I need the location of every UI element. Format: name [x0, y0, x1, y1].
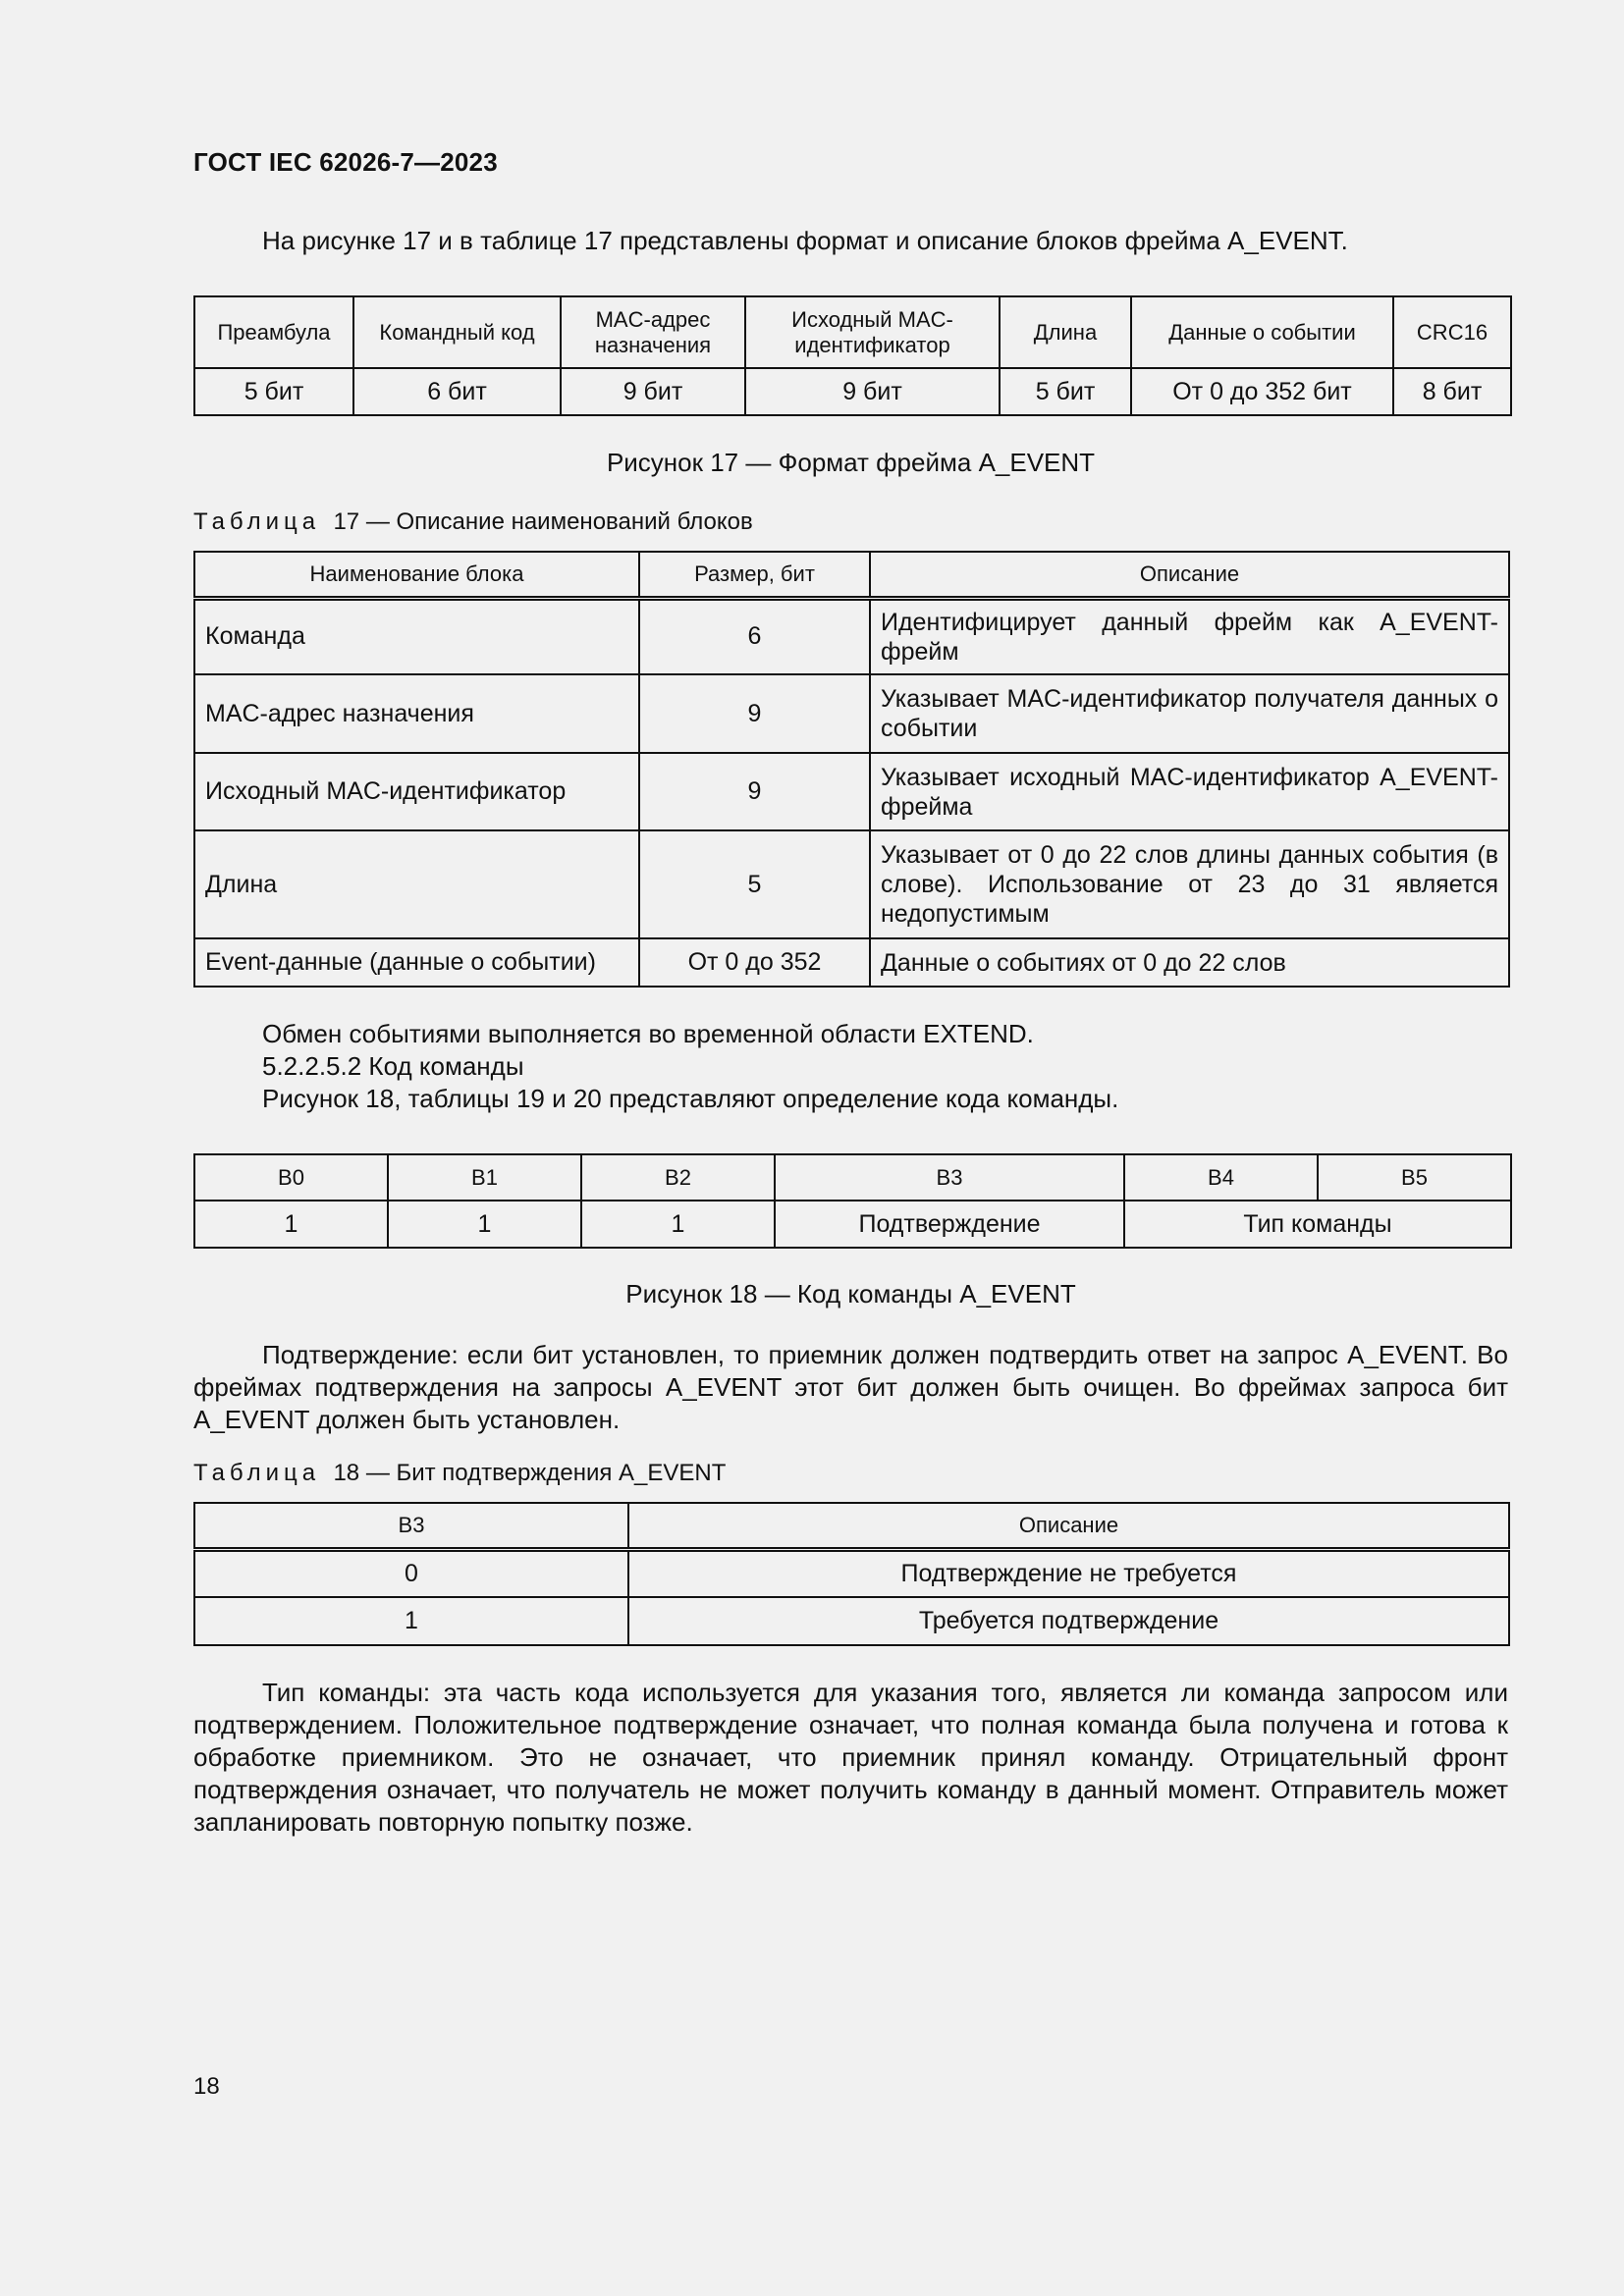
frame-field-size: От 0 до 352 бит [1131, 368, 1393, 415]
document-header: ГОСТ IEC 62026-7—2023 [193, 147, 498, 177]
table-label: Таблица [193, 508, 321, 535]
exchange-paragraph: Обмен событиями выполняется во временной области EXTEND. [262, 1019, 1034, 1048]
frame-format-table [193, 295, 1512, 416]
figure-18-intro: Рисунок 18, таблицы 19 и 20 представляют определение кода команды. [262, 1084, 1119, 1113]
bit-description: Подтверждение не требуется [628, 1549, 1509, 1597]
bit-header: B3 [775, 1154, 1124, 1201]
command-code-table [193, 1153, 1512, 1249]
bit-header: B2 [581, 1154, 775, 1201]
column-header: Наименование блока [194, 552, 639, 598]
figure-18-caption: Рисунок 18 — Код команды A_EVENT [625, 1279, 1076, 1308]
block-description: Данные о событиях от 0 до 22 слов [870, 938, 1509, 987]
bit-value: 1 [194, 1597, 628, 1645]
bit-header: B5 [1318, 1154, 1511, 1201]
table-row [194, 830, 1509, 938]
frame-field-size: 5 бит [1000, 368, 1131, 415]
bit-value: 1 [581, 1201, 775, 1248]
block-size: От 0 до 352 [639, 938, 870, 987]
table-title: 18 — Бит подтверждения A_EVENT [333, 1460, 727, 1486]
block-size: 5 [639, 830, 870, 938]
block-size: 6 [639, 598, 870, 674]
column-header: Размер, бит [639, 552, 870, 598]
column-header: B3 [194, 1503, 628, 1549]
intro-paragraph: На рисунке 17 и в таблице 17 представлены формат и описание блоков фрейма A_EVENT. [262, 226, 1348, 255]
block-description-table [193, 551, 1510, 988]
bit-description: Требуется подтверждение [628, 1597, 1509, 1645]
table-row [194, 598, 1509, 674]
frame-field-header: Данные о событии [1131, 296, 1393, 368]
block-description: Указывает MAC-идентификатор получателя данных о событии [870, 674, 1509, 753]
frame-field-header: MAC-адрес назначения [561, 296, 745, 368]
bit-value: 1 [194, 1201, 388, 1248]
frame-field-size: 9 бит [745, 368, 1000, 415]
figure-17-caption: Рисунок 17 — Формат фрейма A_EVENT [606, 448, 1096, 477]
table-row [194, 1549, 1509, 1597]
table-row [194, 938, 1509, 987]
table-row [194, 753, 1509, 830]
block-name: Команда [194, 598, 639, 674]
bit-value: Подтверждение [775, 1201, 1124, 1248]
block-description: Указывает от 0 до 22 слов длины данных события (в слове). Использование от 23 до 31 является недопустимым [870, 830, 1509, 938]
frame-field-size: 6 бит [353, 368, 561, 415]
table-title: 17 — Описание наименований блоков [333, 508, 753, 535]
frame-field-size: 5 бит [194, 368, 353, 415]
block-name: Event-данные (данные о событии) [194, 938, 639, 987]
frame-field-header: Командный код [353, 296, 561, 368]
table-row [194, 1597, 1509, 1645]
command-type-paragraph: Тип команды: эта часть кода используется для указания того, является ли команда запросом или подтверждением. Положительное подтверждение означает, что полная команда была получена и готова к обработке приемником. Это не означает, что приемник принял команду. Отрицательный фронт подтверждения означает, что получатель не может получить команду в данный момент. Отправитель может запланировать повторную попытку позже. [193, 1678, 1508, 1837]
column-header: Описание [628, 1503, 1509, 1549]
table-label: Таблица [193, 1460, 321, 1486]
bit-value: Тип команды [1124, 1201, 1511, 1248]
frame-field-header: Длина [1000, 296, 1131, 368]
section-heading: 5.2.2.5.2 Код команды [262, 1051, 524, 1081]
block-size: 9 [639, 753, 870, 830]
block-name: MAC-адрес назначения [194, 674, 639, 753]
page-number: 18 [193, 2073, 220, 2100]
bit-header: B4 [1124, 1154, 1318, 1201]
bit-value: 0 [194, 1549, 628, 1597]
block-name: Исходный MAC-идентификатор [194, 753, 639, 830]
table-row [194, 674, 1509, 753]
frame-field-header: CRC16 [1393, 296, 1511, 368]
frame-field-size: 9 бит [561, 368, 745, 415]
block-name: Длина [194, 830, 639, 938]
column-header: Описание [870, 552, 1509, 598]
table-18-caption [193, 1460, 726, 1487]
confirmation-paragraph: Подтверждение: если бит установлен, то приемник должен подтвердить ответ на запрос A_EVENT. Во фреймах подтверждения на запросы A_EVENT этот бит должен быть очищен. Во фреймах запроса бит A_EVENT должен быть установлен. [193, 1340, 1508, 1434]
bit-value: 1 [388, 1201, 581, 1248]
block-description: Указывает исходный MAC-идентификатор A_EVENT-фрейма [870, 753, 1509, 830]
bit-header: B0 [194, 1154, 388, 1201]
bit-header: B1 [388, 1154, 581, 1201]
frame-field-header: Исходный MAC-идентификатор [745, 296, 1000, 368]
table-17-caption [193, 508, 753, 536]
frame-field-header: Преамбула [194, 296, 353, 368]
confirmation-bit-table [193, 1502, 1510, 1646]
frame-field-size: 8 бит [1393, 368, 1511, 415]
block-size: 9 [639, 674, 870, 753]
block-description: Идентифицирует данный фрейм как A_EVENT-фрейм [870, 598, 1509, 674]
